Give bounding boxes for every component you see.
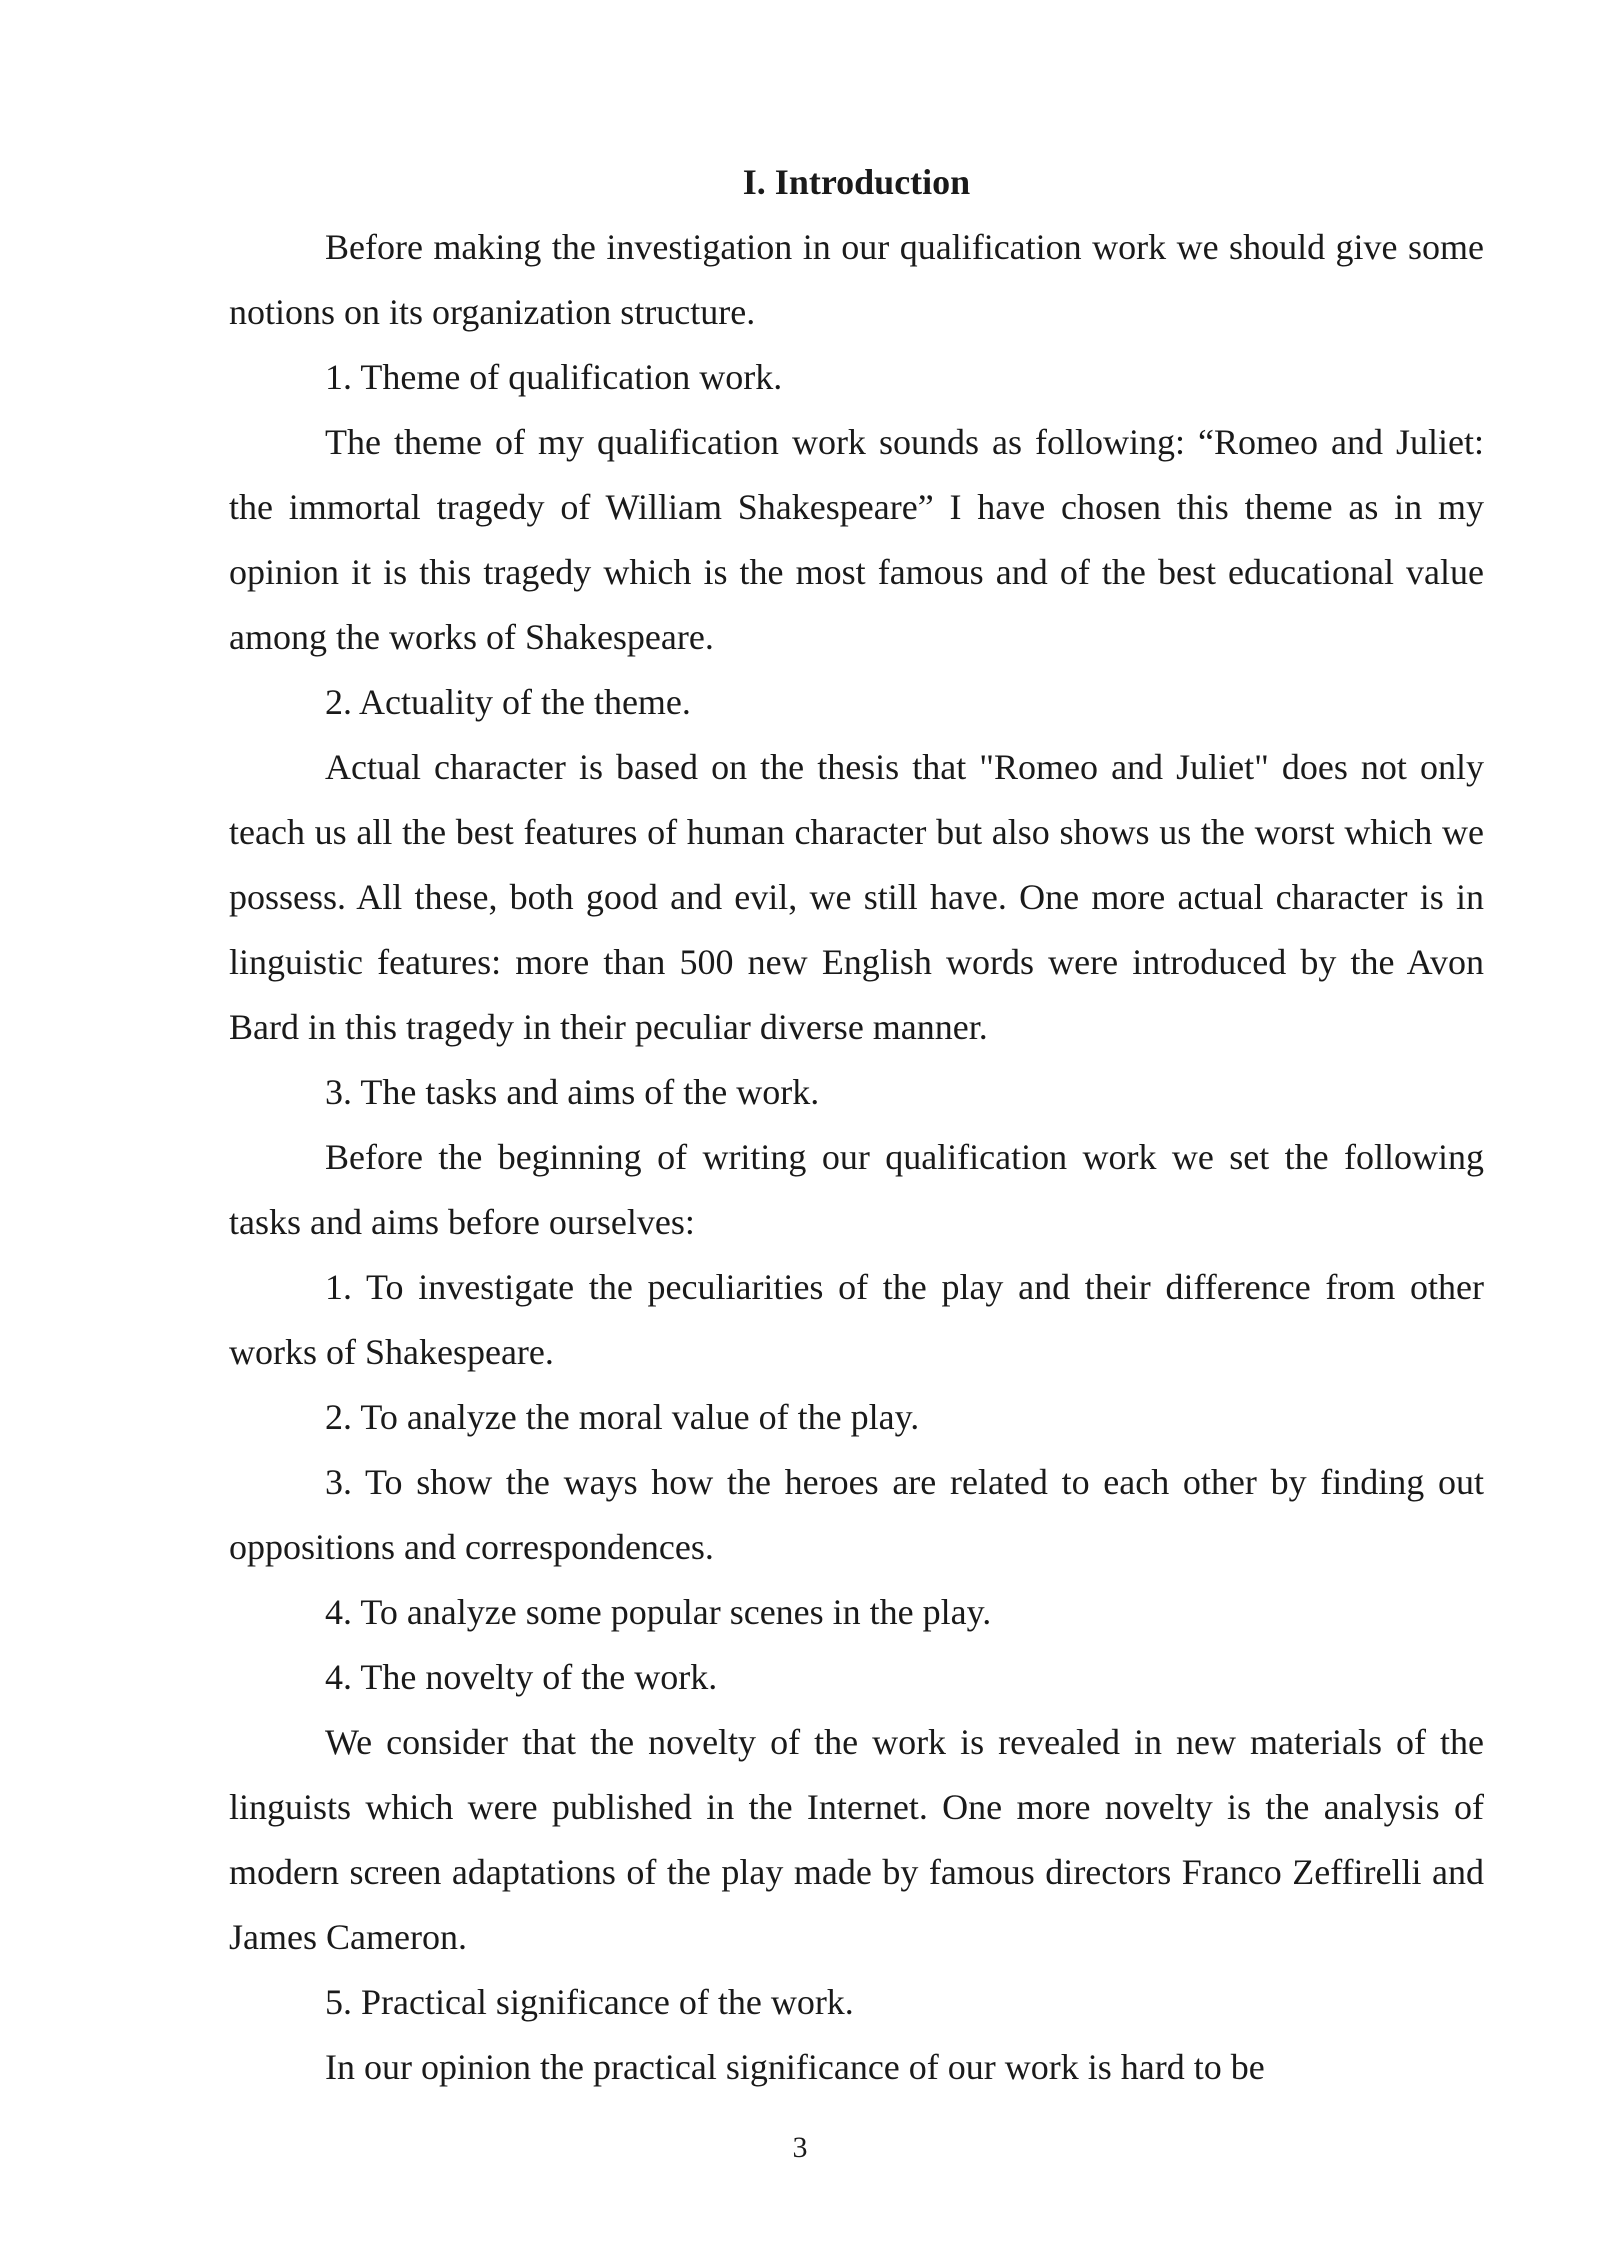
page-number: 3 [792, 2131, 808, 2164]
paragraph-actuality-title: 2. Actuality of the theme. [325, 682, 691, 722]
paragraph-intro: Before making the investigation in our qualification work we should give some notions on its organization structure. [229, 227, 1484, 332]
paragraph-novelty-text: We consider that the novelty of the work is revealed in new materials of the linguists which were published in the Internet. One more novelty is the analysis of modern screen adaptations of the play made by famous directors Franco Zeffirelli and James Cameron. [229, 1722, 1484, 1957]
paragraph-tasks-text: Before the beginning of writing our qualification work we set the following tasks and aims before ourselves: [229, 1137, 1484, 1242]
section-heading: I. Introduction [742, 162, 971, 202]
list-item-task-1: 1. To investigate the peculiarities of the play and their difference from other works of Shakespeare. [229, 1267, 1484, 1372]
list-item-task-2: 2. To analyze the moral value of the play. [325, 1397, 920, 1437]
paragraph-tasks-title: 3. The tasks and aims of the work. [325, 1072, 820, 1112]
paragraph-significance-text: In our opinion the practical significance of our work is hard to be [325, 2047, 1265, 2087]
page-body [229, 150, 1484, 2100]
list-item-task-4: 4. To analyze some popular scenes in the play. [325, 1592, 992, 1632]
paragraph-actuality-text: Actual character is based on the thesis that "Romeo and Juliet" does not only teach us all the best features of human character but also shows us the worst which we possess. All these, both good and evil, we still have. One more actual character is in linguistic features: more than 500 new English words were introduced by the Avon Bard in this tragedy in their peculiar diverse manner. [229, 747, 1484, 1047]
list-item-task-3: 3. To show the ways how the heroes are related to each other by finding out oppositions and correspondences. [229, 1462, 1484, 1567]
paragraph-novelty-title: 4. The novelty of the work. [325, 1657, 718, 1697]
paragraph-theme-text: The theme of my qualification work sounds as following: “Romeo and Juliet: the immortal tragedy of William Shakespeare” I have chosen this theme as in my opinion it is this tragedy which is the most famous and of the best educational value among the works of Shakespeare. [229, 422, 1484, 657]
paragraph-significance-title: 5. Practical significance of the work. [325, 1982, 854, 2022]
paragraph-theme-title: 1. Theme of qualification work. [325, 357, 783, 397]
